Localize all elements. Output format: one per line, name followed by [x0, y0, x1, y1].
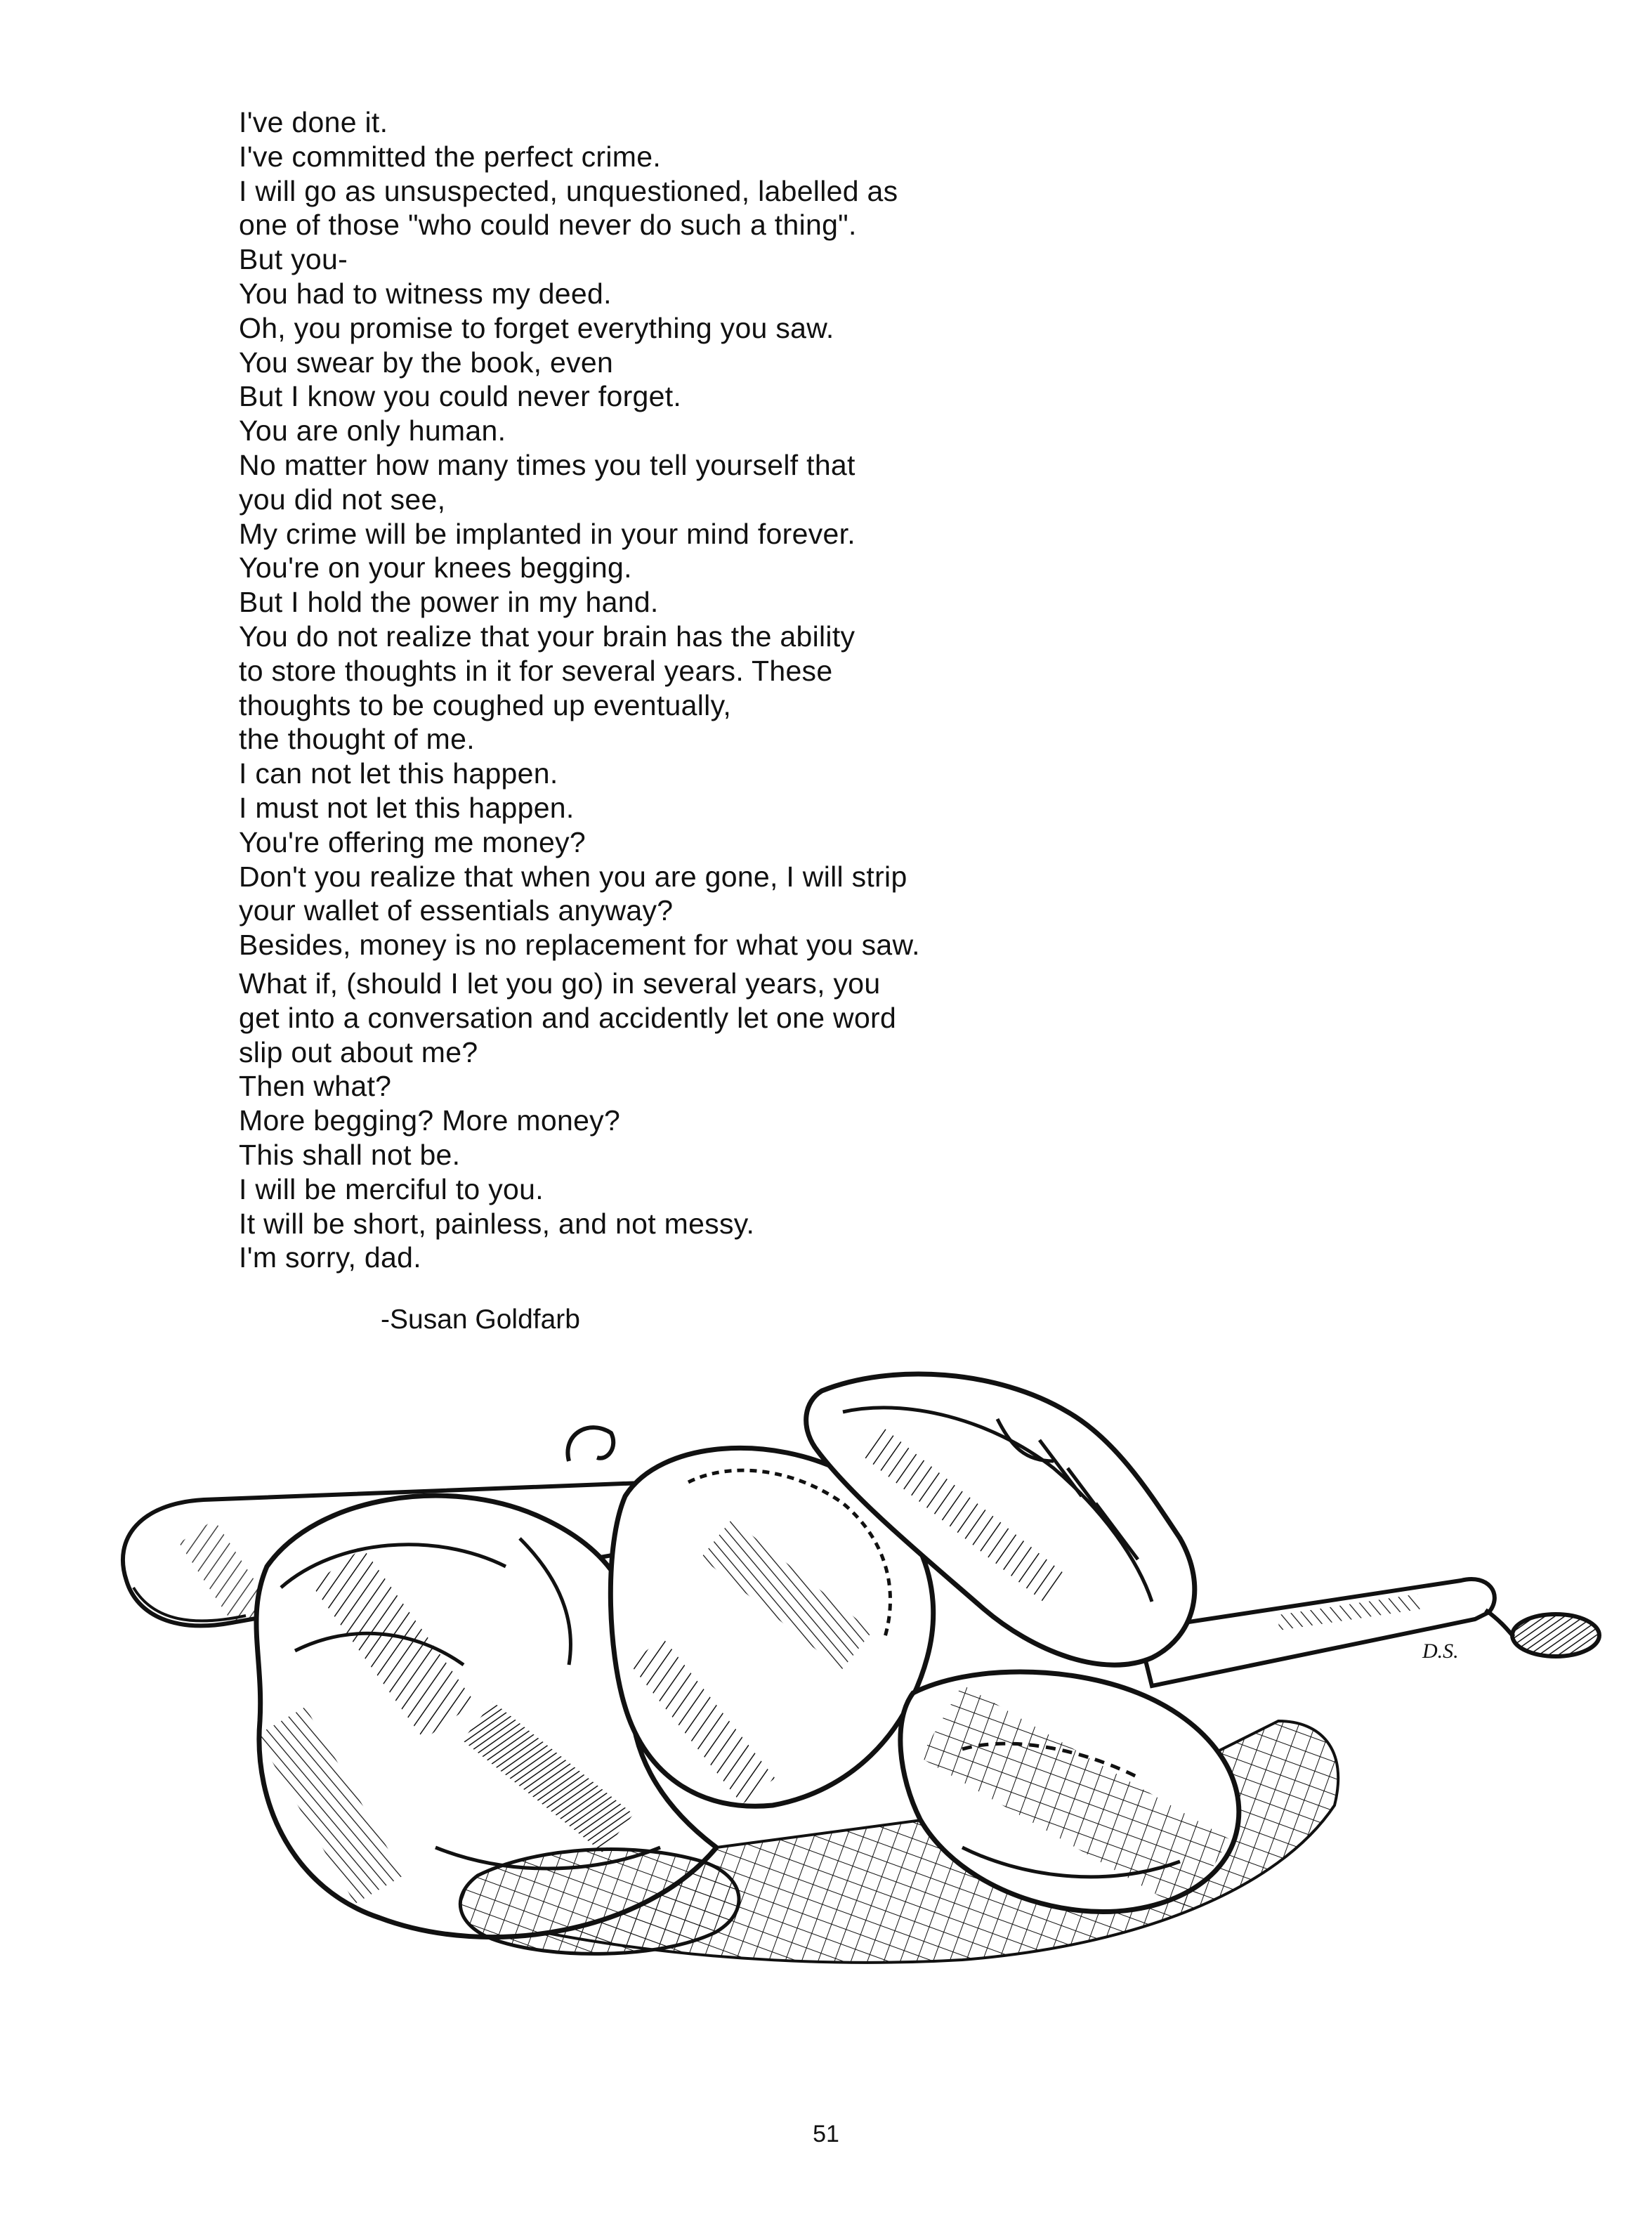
baseball-glove-bat-illustration	[84, 1356, 1601, 2030]
poem-line: I can not let this happen.	[239, 757, 558, 790]
poem-line: I'm sorry, dad.	[239, 1241, 421, 1274]
poem-line: thoughts to be coughed up eventually,	[239, 688, 732, 721]
poem-line: This shall not be.	[239, 1138, 461, 1171]
poem-line: Oh, you promise to forget everything you saw.	[239, 311, 834, 344]
poem-line: I've done it.	[239, 106, 388, 138]
poem-line: I've committed the perfect crime.	[239, 140, 662, 173]
poem-line: More begging? More money?	[239, 1104, 621, 1137]
poem-line: Don't you realize that when you are gone, I will strip	[239, 860, 907, 893]
poem-line: get into a conversation and accidently let one word	[239, 1001, 897, 1034]
poem-line: You swear by the book, even	[239, 346, 614, 379]
poem-line: I will go as unsuspected, unquestioned, labelled as	[239, 174, 898, 207]
poem-line: to store thoughts in it for several years. These	[239, 654, 833, 687]
page-number: 51	[813, 2121, 839, 2147]
poem-line: your wallet of essentials anyway?	[239, 894, 674, 927]
poem-line: one of those "who could never do such a thing".	[239, 209, 857, 242]
poem-line: What if, (should I let you go) in several years, you	[239, 967, 881, 1000]
poem-line: My crime will be implanted in your mind forever.	[239, 517, 855, 550]
poem-line: slip out about me?	[239, 1035, 478, 1068]
poem-line: You do not realize that your brain has the ability	[239, 620, 855, 653]
artist-initials: D.S.	[1422, 1640, 1459, 1663]
poem-line: the thought of me.	[239, 723, 475, 756]
poem-line: It will be short, painless, and not messy.	[239, 1207, 755, 1240]
poem-line: But I know you could never forget.	[239, 380, 682, 413]
poem-line: You're offering me money?	[239, 825, 586, 858]
poem-line: You are only human.	[239, 414, 506, 447]
poem-line: I must not let this happen.	[239, 791, 575, 824]
poem-line: I will be merciful to you.	[239, 1172, 544, 1205]
poem-line: Besides, money is no replacement for what you saw.	[239, 929, 920, 962]
poem-author: -Susan Goldfarb	[381, 1304, 580, 1335]
poem-line: You're on your knees begging.	[239, 551, 632, 584]
poem-line: you did not see,	[239, 483, 446, 516]
poem-text	[239, 105, 1222, 1275]
poem-line: You had to witness my deed.	[239, 277, 612, 310]
poem-line: But you-	[239, 243, 348, 276]
poem-line: But I hold the power in my hand.	[239, 586, 659, 619]
poem-line: Then what?	[239, 1070, 392, 1103]
poem-line: No matter how many times you tell yourself that	[239, 448, 855, 481]
